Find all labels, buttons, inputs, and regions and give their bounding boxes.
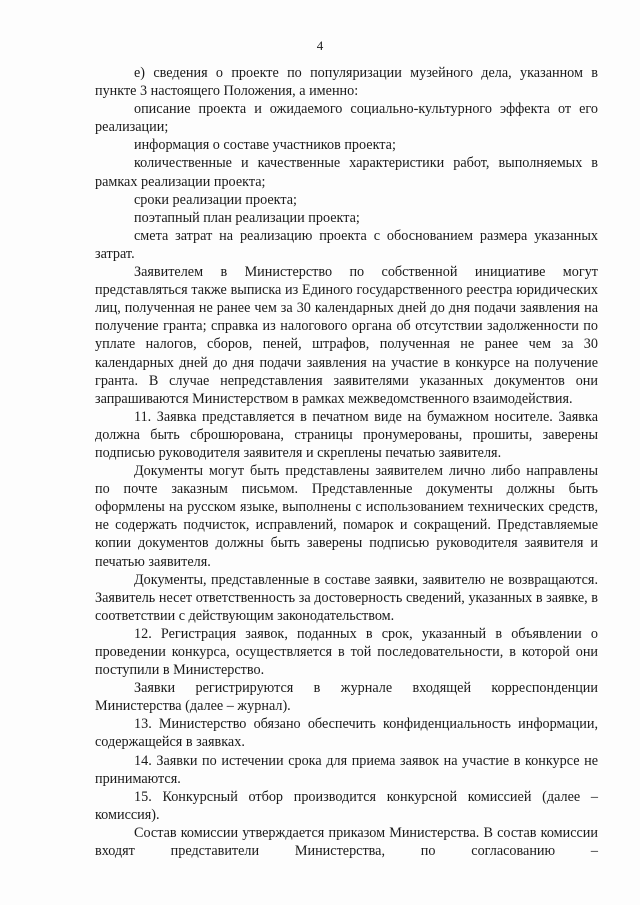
paragraph-clause-11: 11. Заявка представляется в печатном виде на бумажном носителе. Заявка должна быть сброшюрована, страницы пронумерованы, прошиты, заверены подписью руководителя заявителя и скреплены печатью заявителя. [95, 408, 598, 461]
page-number: 4 [316, 38, 324, 53]
paragraph-item-e: е) сведения о проекте по популяризации музейного дела, указанном в пункте 3 настоящего Положения, а именно: [95, 65, 598, 100]
paragraph-applicant-documents: Заявителем в Министерство по собственной инициативе могут представляться также выписка из Единого государственного реестра юридических лиц, полученная не ранее чем за 30 календарных дней до дня подачи заявления на получение гранта; справка из налогового органа об отсутствии задолженности по уплате налогов, сборов, пеней, штрафов, полученная не ранее чем за 30 календарных дней до дня подачи заявления на участие в конкурсе на получение гранта. В случае непредставления заявителями указанных документов они запрашиваются Министерством в рамках межведомственного взаимодействия. [95, 264, 598, 407]
paragraph-work-characteristics: количественные и качественные характеристики работ, выполняемых в рамках реализации проекта; [95, 155, 598, 190]
paragraph-no-return: Документы, представленные в составе заявки, заявителю не возвращаются. Заявитель несет ответственность за достоверность сведений, указанных в заявке, в соответствии с действующим законодательством. [95, 571, 598, 624]
paragraph-stage-plan: поэтапный план реализации проекта; [134, 209, 360, 226]
paragraph-participants-info: информация о составе участников проекта; [134, 137, 396, 154]
paragraph-clause-14: 14. Заявки по истечении срока для приема заявок на участие в конкурсе не принимаются. [95, 752, 598, 787]
paragraph-project-description: описание проекта и ожидаемого социально-культурного эффекта от его реализации; [95, 101, 598, 136]
paragraph-cost-estimate: смета затрат на реализацию проекта с обоснованием размера указанных затрат. [95, 227, 598, 262]
paragraph-clause-12: 12. Регистрация заявок, поданных в срок, указанный в объявлении о проведении конкурса, осуществляется в той последовательности, в которой они поступили в Министерство. [95, 625, 598, 679]
paragraph-registration-journal: Заявки регистрируются в журнале входящей корреспонденции Министерства (далее – журнал). [95, 680, 598, 715]
paragraph-clause-15: 15. Конкурсный отбор производится конкурсной комиссией (далее – комиссия). [95, 788, 598, 823]
paragraph-clause-13: 13. Министерство обязано обеспечить конфиденциальность информации, содержащейся в заявках. [95, 716, 598, 751]
paragraph-submission-methods: Документы могут быть представлены заявителем лично либо направлены по почте заказным письмом. Представленные документы должны быть оформлены на русском языке, выполнены с использованием технических средств, не содержать подчисток, исправлений, помарок и сокращений. Представляемые копии документов должны быть заверены подписью руководителя заявителя и печатью заявителя. [95, 463, 598, 570]
paragraph-terms: сроки реализации проекта; [134, 191, 297, 208]
paragraph-commission-composition: Состав комиссии утверждается приказом Министерства. В состав комиссии входят представители Министерства, по согласованию – [95, 824, 598, 860]
document-body [95, 64, 598, 860]
